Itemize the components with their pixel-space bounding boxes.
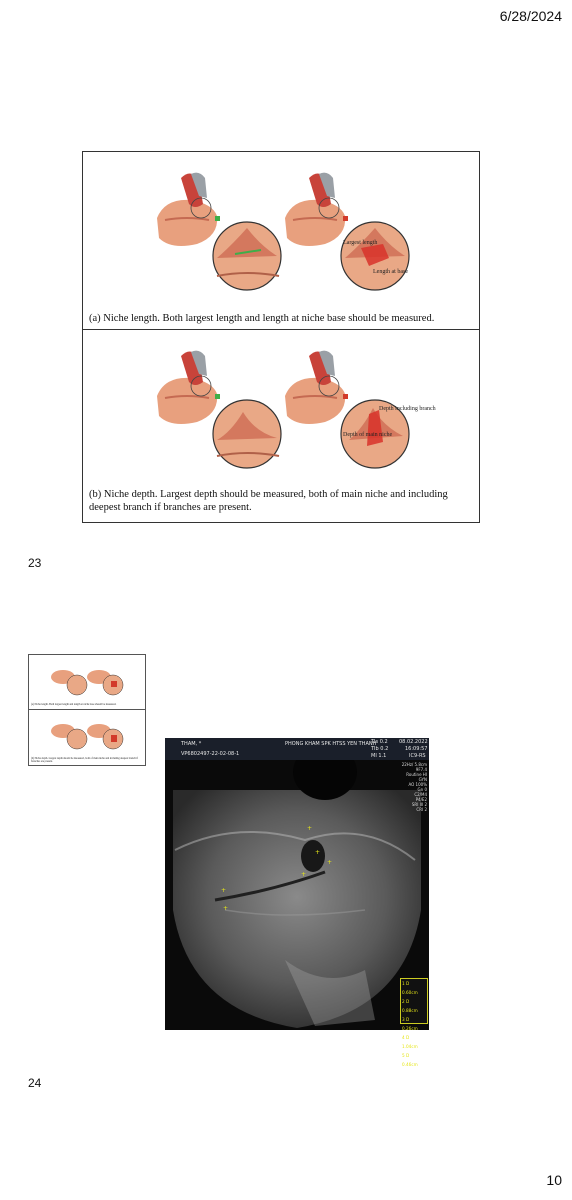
tis-value: TIs 0.2 [371,739,388,745]
measurement-4: 4 D 1.04cm [402,1035,418,1049]
uterus-illustration-length-2 [279,158,419,308]
header-date: 6/28/2024 [499,8,562,24]
ultrasound-scan [165,760,429,1030]
uterus-illustration-depth-2 [279,336,436,486]
measurement-5: 5 D 0.46cm [402,1053,418,1067]
slide-number-23: 23 [28,556,42,570]
svg-text:+: + [223,905,229,912]
patient-id: VP6802497-22-02-08-1 [181,751,240,757]
caption-niche-length: (a) Niche length. Both largest length and length at niche base should be measured. [89,313,435,324]
svg-text:+: + [307,825,313,832]
slide-number-24: 24 [28,1076,42,1090]
patient-name: THAM, * [181,741,202,747]
uterus-illustration-depth-1 [151,336,291,486]
svg-text:+: + [301,871,307,878]
ultrasound-image [165,738,429,1067]
caption-niche-depth: (b) Niche depth. Largest depth should be measured, both of main niche and including deepest branch if branches are present. [89,489,448,513]
measurement-panel [400,978,428,1067]
scan-time: 16:09:57 [405,746,428,752]
thumbnail-illustration-a [49,657,129,701]
label-length-at-base: Length at base [373,269,408,275]
figure-thumbnail [28,654,146,766]
measurement-3: 3 D 0.26cm [402,1017,418,1031]
label-depth-including-branch: Depth including branch [379,406,436,412]
measurement-1: 1 D 0.60cm [402,981,418,995]
panel-niche-length [83,152,479,330]
thumbnail-illustration-b [49,713,129,755]
measurement-2: 2 D 0.88cm [402,999,418,1013]
thumbnail-caption-b: (b) Niche depth. Largest depth should be measured, both of main niche and including deepest branch if branches are present. [31,757,138,764]
scan-date: 08.02.2022 [399,739,428,745]
svg-text:+: + [221,887,227,894]
svg-text:+: + [315,849,321,856]
label-depth-main-niche: Depth of main niche [343,432,393,438]
scan-parameters: 22Hz/ 5.8cm 9F7.4 Routine HI GYN AO 100% Gn 0 C2/M4 P4/E2 SRI III 2 CRI 2 [401,762,427,812]
niche-figure [82,151,480,523]
tib-value: TIb 0.2 [371,746,389,752]
clinic-name: PHONG KHAM SPK HTSS YEN THANH [285,741,377,747]
panel-niche-depth [83,330,479,522]
probe-name: IC9-RS [409,753,426,759]
mi-value: MI 1.1 [371,753,387,759]
uterus-illustration-length-1 [151,158,291,308]
page-number: 10 [546,1172,562,1188]
ultrasound-header [165,738,429,760]
thumbnail-caption-a: (a) Niche length. Both largest length and length at niche base should be measured. [31,703,117,706]
svg-text:+: + [327,859,333,866]
label-largest-length: Largest length [343,240,378,246]
